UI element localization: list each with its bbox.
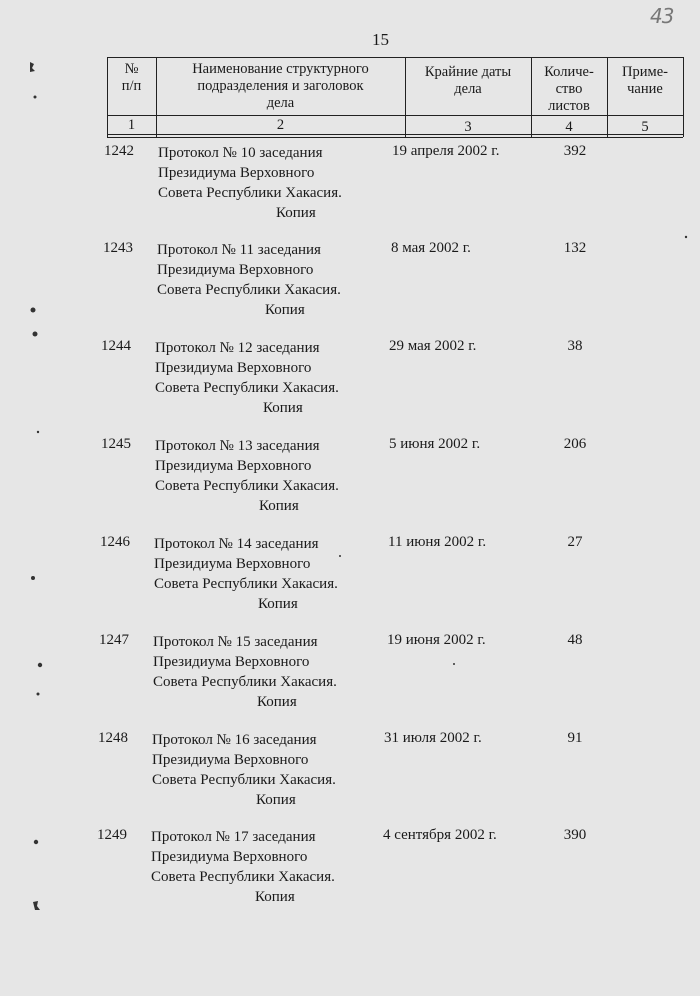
record-copy-label: Копия [258, 596, 298, 612]
record-title-line: Протокол № 14 заседания [154, 536, 319, 552]
record-number: 1242 [104, 143, 134, 159]
record-copy-label: Копия [263, 400, 303, 416]
record-title-line: Президиума Верховного [152, 752, 309, 768]
record-copy-label: Копия [276, 205, 316, 221]
archive-sheet-number: 43 [650, 4, 674, 28]
record-title-line: Протокол № 11 заседания [157, 242, 321, 258]
record-number: 1248 [98, 730, 128, 746]
record-sheet-count: 38 [567, 338, 583, 354]
record-number: 1245 [101, 436, 131, 452]
record-sheet-count: 91 [567, 730, 583, 746]
record-title-line: Совета Республики Хакасия. [155, 380, 339, 396]
record-title-line: Совета Республики Хакасия. [155, 478, 339, 494]
record-title-line: Президиума Верховного [151, 849, 308, 865]
record-copy-label: Копия [257, 694, 297, 710]
record-copy-label: Копия [256, 792, 296, 808]
record-title-line: Протокол № 16 заседания [152, 732, 317, 748]
record-number: 1247 [99, 632, 129, 648]
header-col-notes: Приме- чание [622, 64, 668, 97]
record-dates: 8 мая 2002 г. [391, 240, 471, 256]
column-number-4: 4 [565, 119, 573, 135]
record-number: 1244 [101, 338, 131, 354]
record-sheet-count: 390 [563, 827, 587, 843]
record-sheet-count: 392 [563, 143, 587, 159]
record-dates: 19 июня 2002 г. [387, 632, 486, 648]
column-number-5: 5 [641, 119, 649, 135]
record-copy-label: Копия [259, 498, 299, 514]
record-title-line: Президиума Верховного [157, 262, 314, 278]
record-title-line: Президиума Верховного [158, 165, 315, 181]
record-title-line: Совета Республики Хакасия. [152, 772, 336, 788]
record-dates: 4 сентября 2002 г. [383, 827, 497, 843]
record-copy-label: Копия [265, 302, 305, 318]
record-title-line: Протокол № 12 заседания [155, 340, 320, 356]
header-col-number: № п/п [121, 61, 142, 94]
column-number-2: 2 [276, 117, 285, 133]
record-title-line: Совета Республики Хакасия. [154, 576, 338, 592]
record-title-line: Совета Республики Хакасия. [151, 869, 335, 885]
header-col-title: Наименование структурного подразделения и заголовок дела [192, 61, 369, 111]
record-number: 1249 [97, 827, 127, 843]
record-dates: 29 мая 2002 г. [389, 338, 477, 354]
record-dates: 31 июля 2002 г. [384, 730, 482, 746]
record-sheet-count: 132 [563, 240, 587, 256]
record-number: 1246 [100, 534, 130, 550]
record-title-line: Президиума Верховного [154, 556, 311, 572]
record-dates: 11 июня 2002 г. [388, 534, 487, 550]
record-title-line: Протокол № 17 заседания [151, 829, 316, 845]
record-title-line: Президиума Верховного [155, 360, 312, 376]
record-dates: 19 апреля 2002 г. [392, 143, 500, 159]
record-title-line: Президиума Верховного [155, 458, 312, 474]
page-number: 15 [372, 30, 389, 49]
record-sheet-count: 48 [567, 632, 583, 648]
record-sheet-count: 206 [563, 436, 587, 452]
header-col-sheets: Количе- ство листов [544, 64, 594, 114]
record-dates: 5 июня 2002 г. [389, 436, 481, 452]
record-title-line: Совета Республики Хакасия. [157, 282, 341, 298]
record-title-line: Совета Республики Хакасия. [158, 185, 342, 201]
record-title-line: Совета Республики Хакасия. [153, 674, 337, 690]
record-title-line: Протокол № 15 заседания [153, 634, 318, 650]
record-sheet-count: 27 [567, 534, 583, 550]
record-copy-label: Копия [255, 889, 295, 905]
header-col-dates: Крайние даты дела [424, 64, 512, 97]
column-number-1: 1 [127, 117, 136, 133]
record-title-line: Протокол № 10 заседания [158, 145, 323, 161]
column-number-3: 3 [464, 119, 472, 135]
record-title-line: Президиума Верховного [153, 654, 310, 670]
record-title-line: Протокол № 13 заседания [155, 438, 320, 454]
record-number: 1243 [103, 240, 133, 256]
